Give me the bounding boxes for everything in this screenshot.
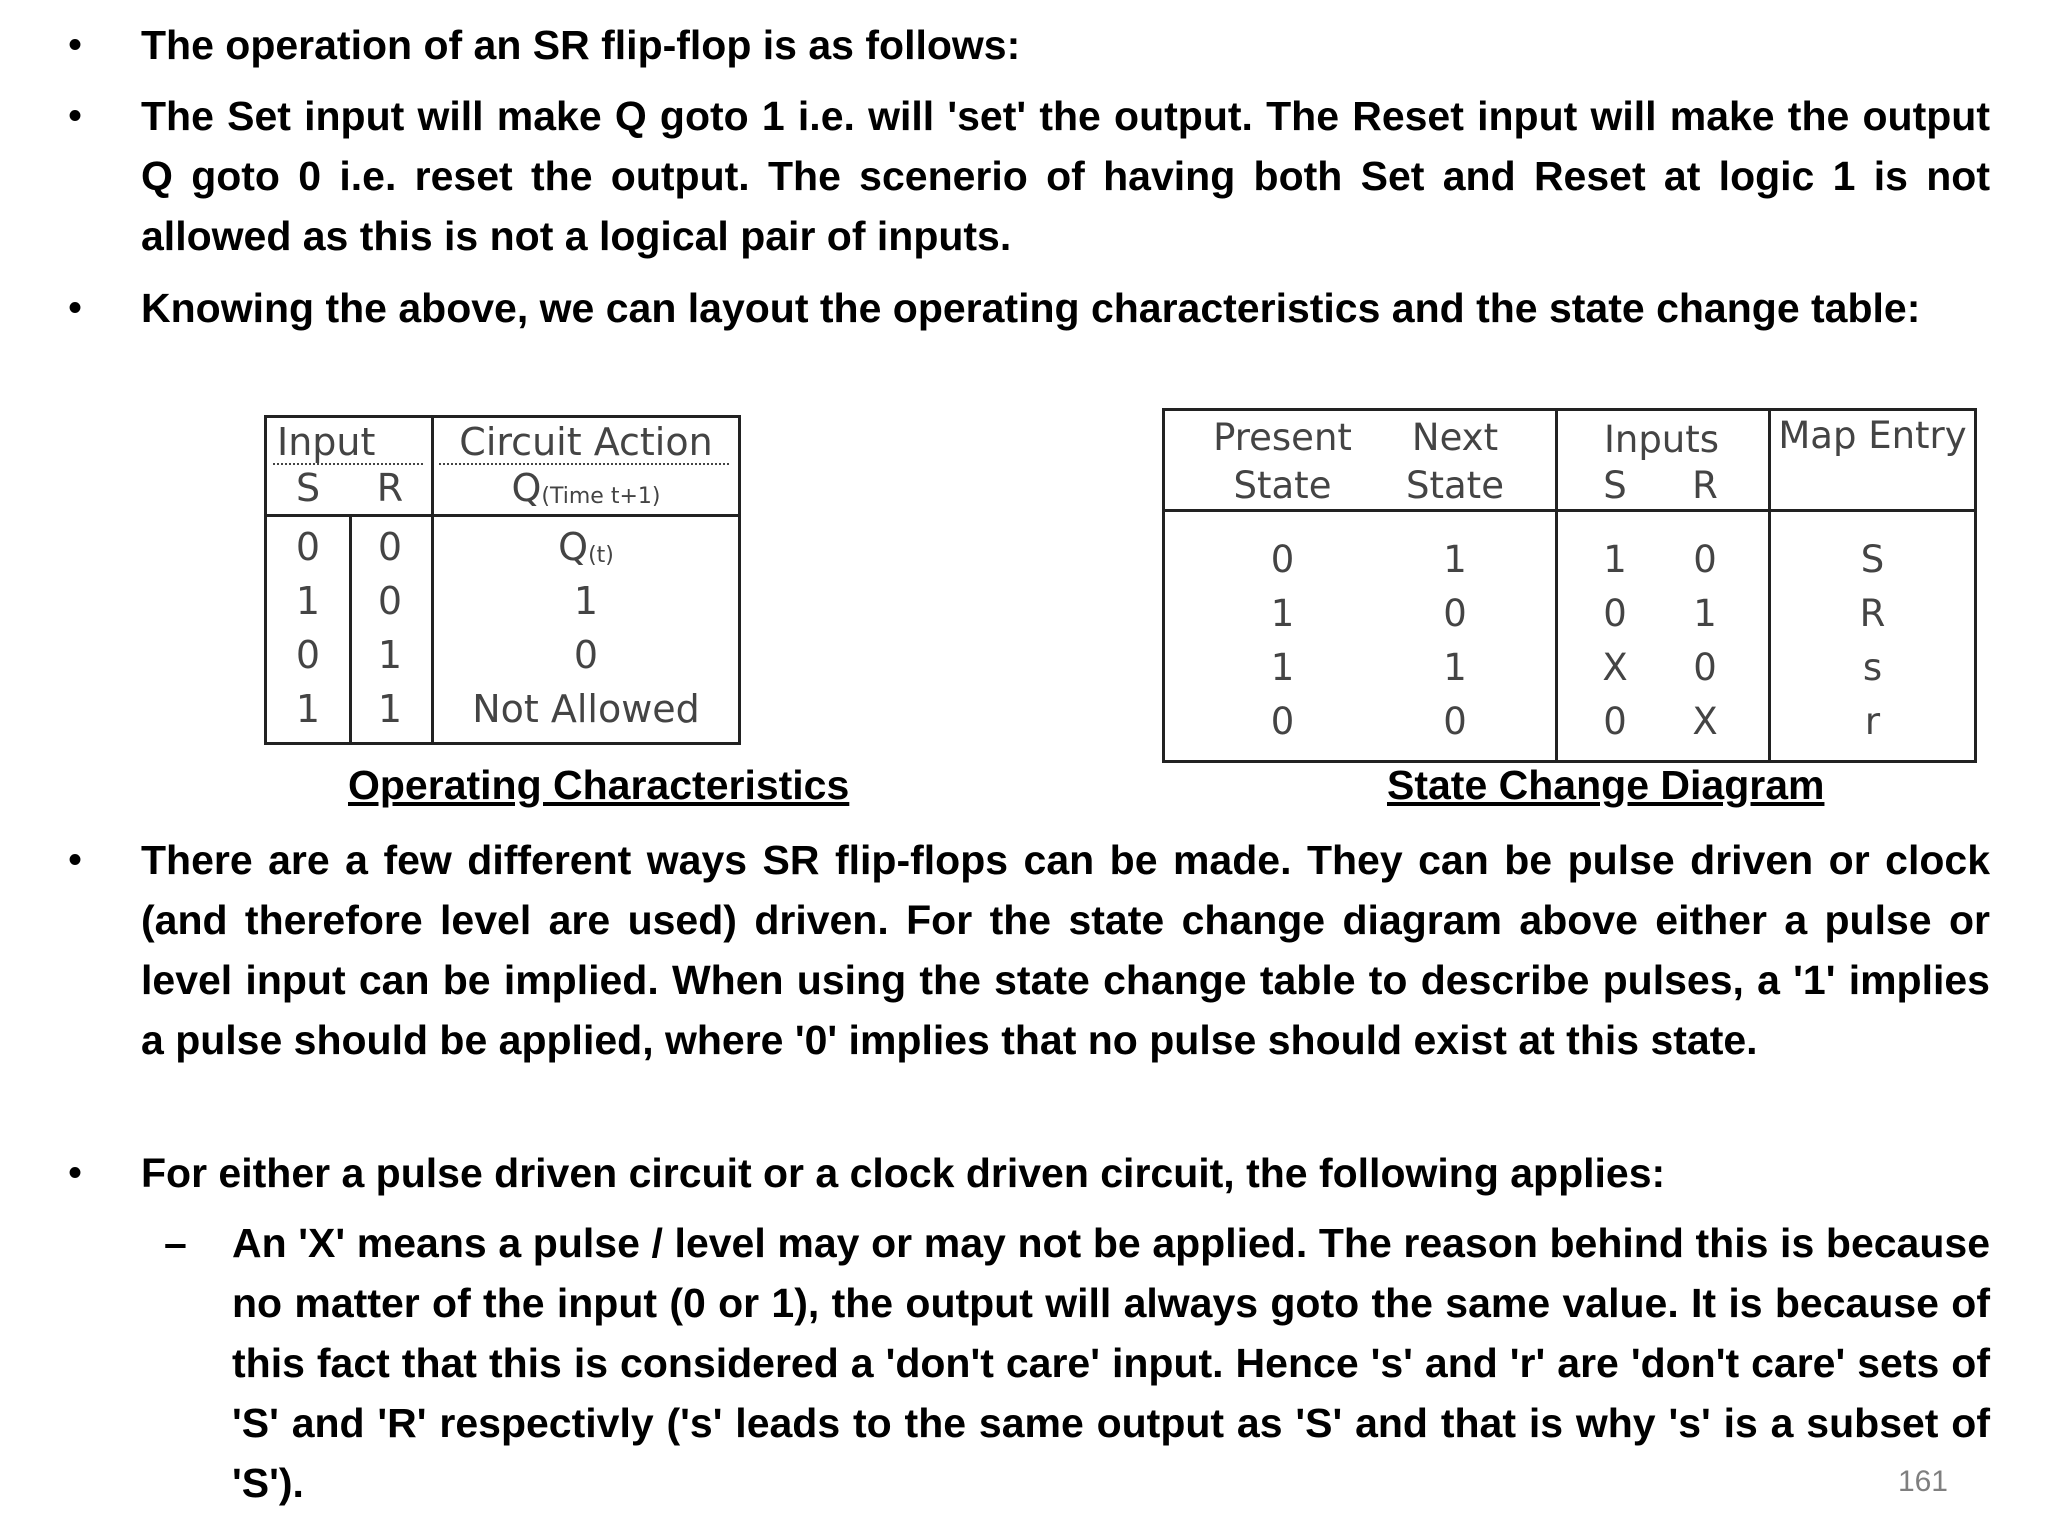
state-change-table xyxy=(1162,408,1977,763)
sc-row-1-s: 0 xyxy=(1603,592,1627,635)
sc-row-0-s: 1 xyxy=(1603,538,1627,581)
sc-row-2-r: 0 xyxy=(1693,646,1717,689)
op-row-2-s: 0 xyxy=(295,633,321,677)
sc-row-3-next: 0 xyxy=(1443,700,1467,743)
header-circuit-action: Circuit Action xyxy=(459,420,713,464)
header-s: S xyxy=(295,466,321,510)
header-input: Input xyxy=(277,420,376,464)
sc-row-2-present: 1 xyxy=(1270,646,1295,689)
sc-row-1-r: 1 xyxy=(1693,592,1717,635)
header-present-1: Present xyxy=(1213,416,1352,459)
sc-row-0-map: S xyxy=(1860,538,1885,581)
sc-row-2-next: 1 xyxy=(1443,646,1467,689)
sc-row-1-next: 0 xyxy=(1443,592,1467,635)
sc-row-0-present: 0 xyxy=(1270,538,1295,581)
header-map-entry: Map Entry xyxy=(1778,414,1967,457)
bullet-text: For either a pulse driven circuit or a clock driven circuit, the following applies: xyxy=(141,1150,1666,1196)
sc-row-1-map: R xyxy=(1859,592,1886,635)
op-row-0-r: 0 xyxy=(377,525,403,569)
header-inputs-s: S xyxy=(1603,464,1627,507)
bullet-dot: • xyxy=(68,287,82,329)
bullet-text: There are a few different ways SR flip-flops can be made. They can be pulse driven or clock (and therefore level are used) driven. For the state change diagram above either a pulse or level input can be implied. When using the state change table to describe pulses, a '1' implies a pulse should be applied, where '0' implies that no pulse should exist at this state. xyxy=(141,837,1990,1063)
bullet-text: The Set input will make Q goto 1 i.e. will 'set' the output. The Reset input will make the output Q goto 0 i.e. reset the output. The scenerio of having both Set and Reset at logic 1 is not allowed as this is not a logical pair of inputs. xyxy=(141,93,1990,259)
sc-row-3-map: r xyxy=(1864,700,1881,743)
sc-row-0-r: 0 xyxy=(1693,538,1717,581)
header-inputs-r: R xyxy=(1692,464,1718,507)
op-row-1-r: 0 xyxy=(377,579,403,623)
state-change-caption: State Change Diagram xyxy=(1387,762,1825,808)
op-row-3-q: Not Allowed xyxy=(472,687,700,731)
header-present-2: State xyxy=(1233,464,1332,507)
bullet-dot: • xyxy=(68,95,82,137)
op-row-1-s: 1 xyxy=(295,579,321,623)
op-row-0-q: $Q_{(t)}$ xyxy=(558,525,614,569)
bullet-dot: • xyxy=(68,1152,82,1194)
sc-row-3-r: X xyxy=(1692,700,1718,743)
op-row-3-s: 1 xyxy=(295,687,321,731)
op-row-1-q: 1 xyxy=(573,579,599,623)
header-next-2: State xyxy=(1406,464,1504,507)
header-inputs: Inputs xyxy=(1603,418,1720,461)
op-row-3-r: 1 xyxy=(377,687,403,731)
op-row-0-s: 0 xyxy=(295,525,321,569)
operating-characteristics-caption: Operating Characteristics xyxy=(348,762,850,808)
bullet-dot: • xyxy=(68,839,82,881)
sc-row-0-next: 1 xyxy=(1443,538,1467,581)
bullet-dot: • xyxy=(68,24,82,66)
sc-row-1-present: 1 xyxy=(1270,592,1295,635)
sc-row-2-map: s xyxy=(1862,646,1883,689)
op-row-2-r: 1 xyxy=(377,633,403,677)
op-row-2-q: 0 xyxy=(573,633,599,677)
sc-row-3-s: 0 xyxy=(1603,700,1627,743)
bullet-text: The operation of an SR flip-flop is as follows: xyxy=(141,22,1021,68)
header-q-next: $Q_{(Time t+1)}$ xyxy=(511,466,661,510)
sub-bullet-dash: – xyxy=(164,1220,187,1266)
page-number: 161 xyxy=(1897,1465,1948,1498)
sc-row-3-present: 0 xyxy=(1270,700,1295,743)
sub-bullet-text: An 'X' means a pulse / level may or may not be applied. The reason behind this is because no matter of the input (0 or 1), the output will always goto the same value. It is because of this fact that this is considered a 'don't care' input. Hence 's' and 'r' are 'don't care' sets of 'S' and 'R' respectivly ('s' leads to the same output as 'S' and that is why 's' is a subset of 'S'). xyxy=(232,1220,1990,1506)
operating-characteristics-table xyxy=(264,415,741,745)
header-r: R xyxy=(376,466,404,510)
sc-row-2-s: X xyxy=(1602,646,1628,689)
header-next-1: Next xyxy=(1411,416,1499,459)
bullet-text: Knowing the above, we can layout the operating characteristics and the state change table: xyxy=(141,285,1921,331)
